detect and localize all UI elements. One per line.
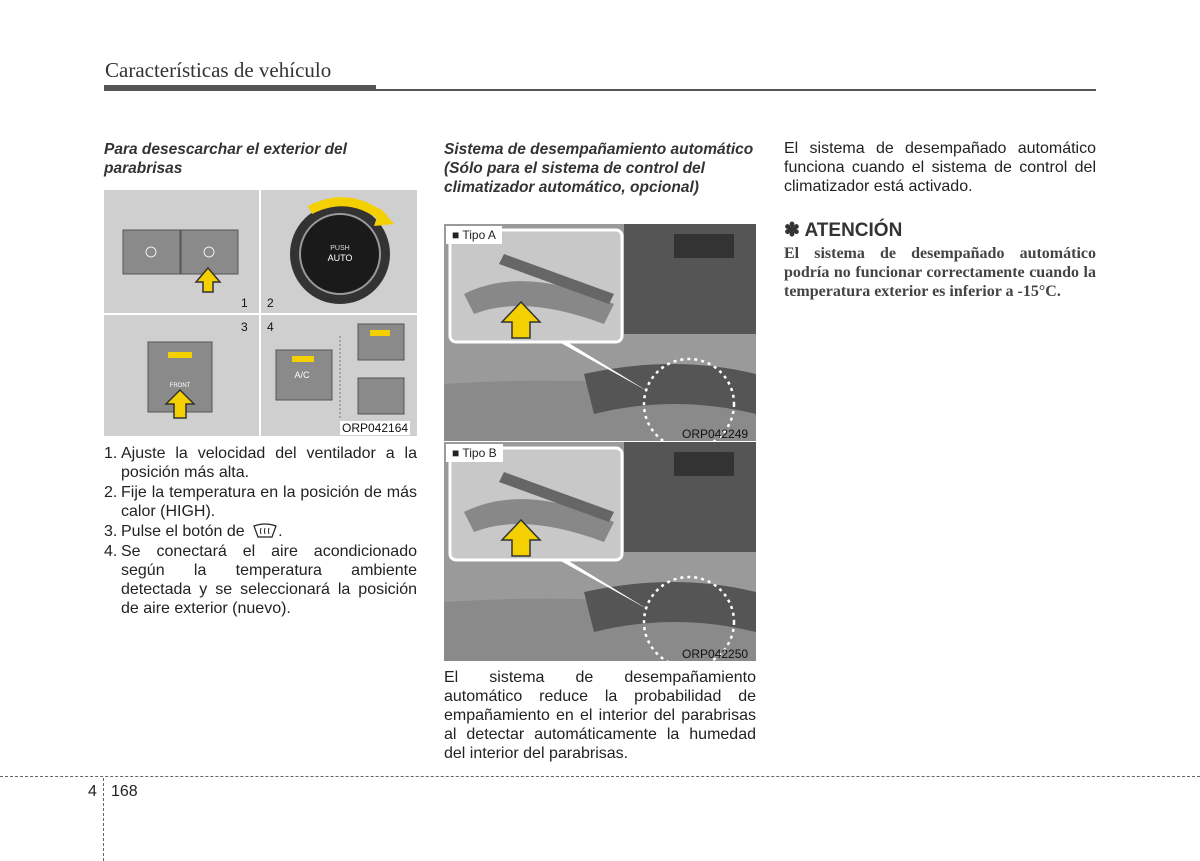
figure-code: ORP042249 (682, 427, 749, 441)
push-label: PUSH (330, 245, 350, 252)
footer-divider-vertical (103, 778, 104, 861)
chapter-number: 4 (88, 783, 97, 800)
list-item: 4. Se conectará el aire acondicionado según la temperatura ambiente detectada y se seleccionará la posición de aire exterior (nuevo). (104, 543, 417, 617)
mirror-sensor-illustration-b (444, 442, 756, 661)
section-heading-auto-defog: Sistema de desempañamiento automático (Sólo para el sistema de control del climatizador automático, opcional) (444, 141, 754, 196)
caution-title: ✽ ATENCIÓN (784, 220, 903, 241)
auto-label: AUTO (327, 253, 353, 263)
page-header-title: Características de vehículo (105, 58, 332, 82)
list-item: 1. Ajuste la velocidad del ventilador a la posición más alta. (104, 445, 417, 481)
auto-defog-paragraph: El sistema de desempañamiento automático reduce la probabilidad de empañamiento en el interior del parabrisas al detectar automáticamente la humedad del interior del parabrisas. (444, 669, 756, 762)
defrost-steps-list (104, 444, 417, 619)
tipo-b-label: ■ Tipo B (446, 444, 503, 462)
front-label: FRONT (169, 383, 191, 389)
figure-tipo-b (444, 442, 756, 661)
header-rule-thick (104, 85, 376, 91)
panel-label-1: 1 (241, 296, 248, 310)
figure-defrost-controls (104, 190, 417, 436)
front-defrost-icon (252, 523, 278, 539)
section-heading-exterior-defrost: Para desescarchar el exterior del parabrisas (104, 141, 347, 177)
panel-label-3: 3 (241, 320, 248, 334)
figure-code: ORP042164 (342, 421, 409, 435)
ac-label: A/C (294, 370, 310, 380)
right-intro-paragraph: El sistema de desempañado automático funciona cuando el sistema de control del climatizador está activado. (784, 140, 1096, 195)
caution-text: El sistema de desempañado automático podría no funcionar correctamente cuando la temperatura exterior es inferior a -15°C. (784, 245, 1096, 300)
page-number: 168 (111, 783, 138, 800)
list-item: 2. Fije la temperatura en la posición de más calor (HIGH). (104, 484, 417, 520)
figure-code: ORP042250 (682, 647, 749, 661)
panel-label-4: 4 (267, 320, 274, 334)
header-rule-thin (376, 89, 1096, 91)
panel-label-2: 2 (267, 296, 274, 310)
footer-divider-horizontal (0, 776, 1200, 777)
mirror-sensor-illustration-a (444, 224, 756, 441)
figure-defrost-illustration (104, 190, 417, 436)
list-item: 3. Pulse el botón de . (104, 523, 283, 540)
figure-tipo-a (444, 224, 756, 441)
tipo-a-label: ■ Tipo A (446, 226, 502, 244)
